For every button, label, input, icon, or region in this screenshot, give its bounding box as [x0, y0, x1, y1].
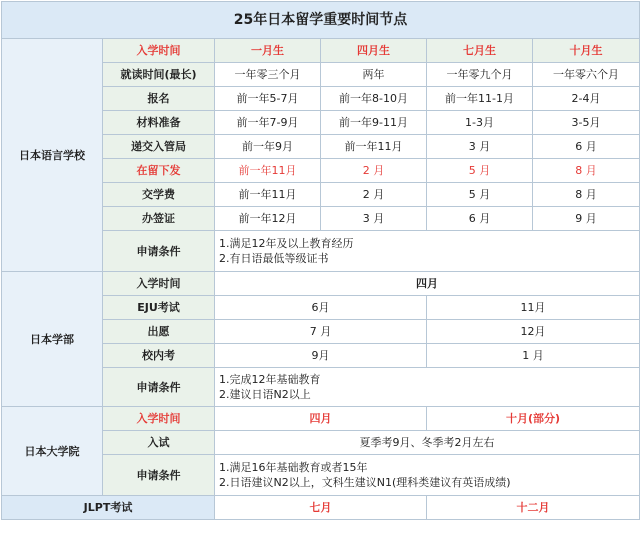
column-header: 四月生: [321, 39, 427, 63]
table-cell: 四月: [215, 407, 427, 431]
row-label: 申请条件: [103, 231, 215, 272]
row-label: 入学时间: [103, 407, 215, 431]
table-cell: 1 月: [427, 344, 640, 368]
table-cell: 12月: [427, 320, 640, 344]
table-cell: 2 月: [321, 183, 427, 207]
requirement-item: 2.建议日语N2以上: [219, 388, 311, 401]
column-header: 一月生: [215, 39, 321, 63]
table-cell: 前一年7-9月: [215, 111, 321, 135]
row-label: 入试: [103, 431, 215, 455]
row-label: 办签证: [103, 207, 215, 231]
requirement-item: 1.满足16年基础教育或者15年: [219, 461, 368, 474]
table-cell: 前一年11月: [215, 159, 321, 183]
requirement-item: 1.完成12年基础教育: [219, 373, 321, 386]
table-cell: 5 月: [427, 159, 533, 183]
row-label: 报名: [103, 87, 215, 111]
table-cell: 6 月: [427, 207, 533, 231]
table-cell: 6 月: [533, 135, 640, 159]
row-label: 在留下发: [103, 159, 215, 183]
table-row: [2, 407, 640, 431]
table-cell: 前一年9月: [215, 135, 321, 159]
section-language-school: 日本语言学校: [2, 39, 103, 272]
requirement-item: 2.有日语最低等级证书: [219, 252, 329, 265]
table-cell: 1-3月: [427, 111, 533, 135]
table-cell: 一年零三个月: [215, 63, 321, 87]
table-cell: 十二月: [427, 496, 640, 520]
table-row: [2, 496, 640, 520]
table-cell: 一年零六个月: [533, 63, 640, 87]
row-label: 校内考: [103, 344, 215, 368]
column-header: 十月生: [533, 39, 640, 63]
table-cell: 7 月: [215, 320, 427, 344]
requirements-cell: [215, 231, 640, 272]
row-label: 出愿: [103, 320, 215, 344]
table-row: [2, 272, 640, 296]
table-cell: 8 月: [533, 159, 640, 183]
row-label: EJU考试: [103, 296, 215, 320]
table-cell: 前一年11月: [321, 135, 427, 159]
table-cell: 前一年11-1月: [427, 87, 533, 111]
table-row: [2, 39, 640, 63]
table-cell: 3 月: [321, 207, 427, 231]
row-label: 交学费: [103, 183, 215, 207]
timeline-table: [1, 1, 640, 520]
table-cell: 9 月: [533, 207, 640, 231]
table-cell: 9月: [215, 344, 427, 368]
requirements-cell: [215, 455, 640, 496]
table-cell: 夏季考9月、冬季考2月左右: [215, 431, 640, 455]
column-header: 七月生: [427, 39, 533, 63]
row-label: 入学时间: [103, 272, 215, 296]
table-cell: 前一年5-7月: [215, 87, 321, 111]
row-label: 申请条件: [103, 368, 215, 407]
section-graduate: 日本大学院: [2, 407, 103, 496]
requirement-item: 1.满足12年及以上教育经历: [219, 237, 354, 250]
row-label: 递交入管局: [103, 135, 215, 159]
row-label: 就读时间(最长): [103, 63, 215, 87]
table-cell: 3 月: [427, 135, 533, 159]
table-cell: 四月: [215, 272, 640, 296]
table-cell: 前一年9-11月: [321, 111, 427, 135]
column-header: 入学时间: [103, 39, 215, 63]
row-label: JLPT考试: [2, 496, 215, 520]
table-cell: 2-4月: [533, 87, 640, 111]
table-cell: 8 月: [533, 183, 640, 207]
row-label: 申请条件: [103, 455, 215, 496]
table-cell: 前一年8-10月: [321, 87, 427, 111]
table-cell: 前一年11月: [215, 183, 321, 207]
table-cell: 11月: [427, 296, 640, 320]
requirement-item: 2.日语建议N2以上，文科生建议N1(理科类建议有英语成绩): [219, 476, 511, 489]
row-label: 材料准备: [103, 111, 215, 135]
page-title: 25年日本留学重要时间节点: [2, 2, 640, 39]
requirements-cell: [215, 368, 640, 407]
table-cell: 十月(部分): [427, 407, 640, 431]
table-cell: 前一年12月: [215, 207, 321, 231]
table-cell: 七月: [215, 496, 427, 520]
table-cell: 两年: [321, 63, 427, 87]
table-cell: 一年零九个月: [427, 63, 533, 87]
table-cell: 2 月: [321, 159, 427, 183]
table-cell: 5 月: [427, 183, 533, 207]
table-cell: 3-5月: [533, 111, 640, 135]
section-undergrad: 日本学部: [2, 272, 103, 407]
table-cell: 6月: [215, 296, 427, 320]
